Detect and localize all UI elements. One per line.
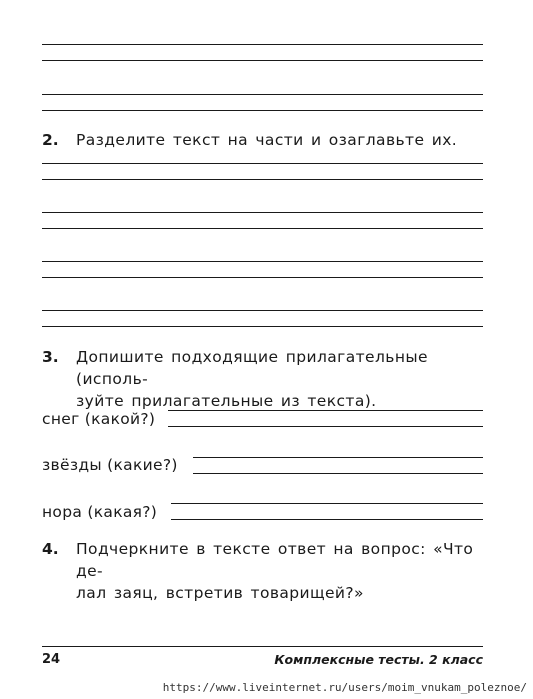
fill-label-snow: снег (какой?) (42, 410, 156, 428)
answer-line (42, 179, 483, 180)
answer-line (42, 60, 483, 61)
footer-divider (42, 646, 483, 647)
fill-line[interactable] (171, 503, 483, 504)
answer-line (42, 326, 483, 327)
task-number: 4. (42, 540, 59, 558)
answer-line (42, 212, 483, 213)
fill-line[interactable] (171, 519, 483, 520)
answer-line (42, 44, 483, 45)
fill-label-burrow: нора (какая?) (42, 503, 158, 521)
answer-line (42, 163, 483, 164)
fill-label-stars: звёзды (какие?) (42, 456, 178, 474)
fill-line[interactable] (168, 426, 483, 427)
answer-line (42, 228, 483, 229)
page-number: 24 (42, 652, 61, 667)
task-number: 3. (42, 348, 59, 366)
fill-line[interactable] (193, 457, 483, 458)
fill-line[interactable] (168, 410, 483, 411)
answer-line (42, 310, 483, 311)
task-number: 2. (42, 131, 59, 149)
answer-line (42, 277, 483, 278)
answer-line (42, 110, 483, 111)
book-title: Комплексные тесты. 2 класс (274, 652, 483, 667)
answer-line (42, 94, 483, 95)
task-4 (42, 538, 484, 602)
fill-line[interactable] (193, 473, 483, 474)
task-text: Разделите текст на части и озаглавьте их. (76, 131, 458, 149)
task-text: Допишите подходящие прилагательные (исполь- зуйте прилагательные из текста). (76, 348, 428, 410)
task-text: Подчеркните в тексте ответ на вопрос: «Что де- лал заяц, встретив товарищей?» (76, 540, 474, 602)
answer-line (42, 261, 483, 262)
task-3 (42, 346, 484, 410)
watermark-url: https://www.liveinternet.ru/users/moim_vnukam_poleznoe/ (162, 681, 527, 694)
